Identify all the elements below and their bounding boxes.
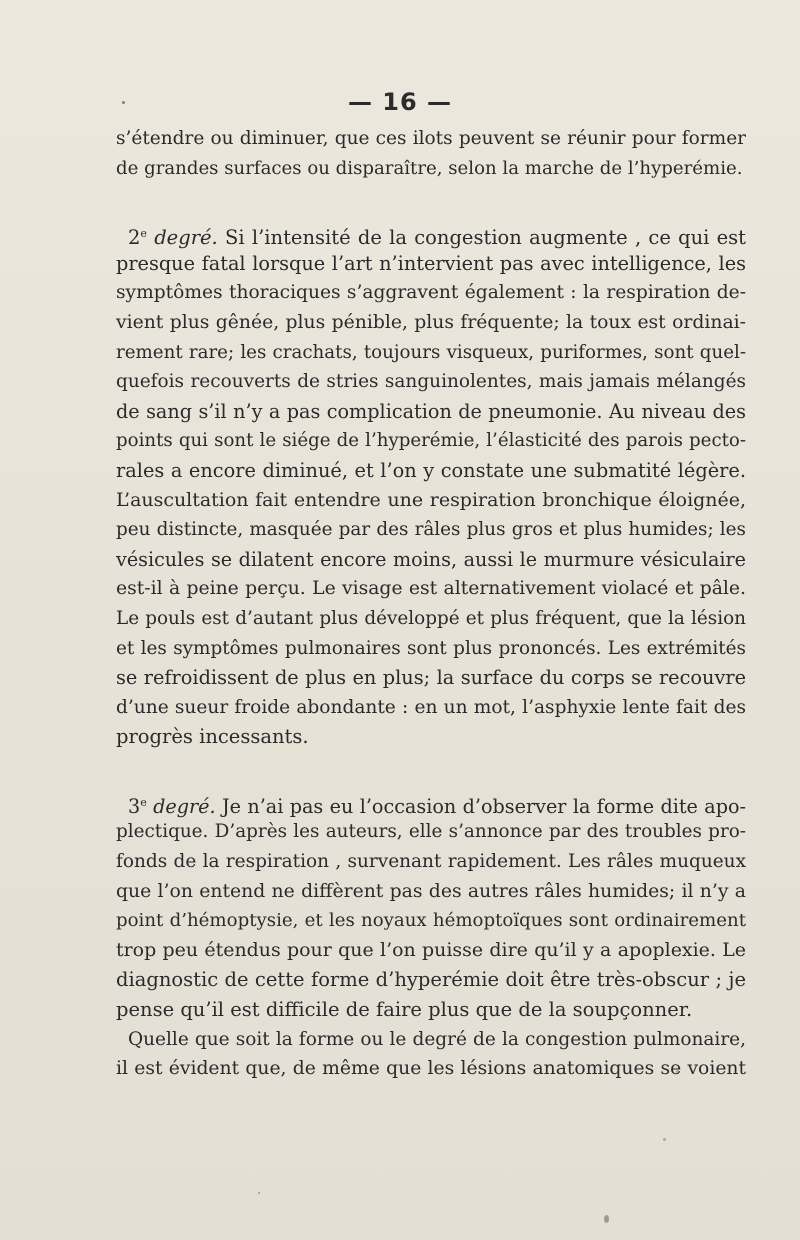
page-number: — 16 — — [347, 88, 453, 116]
degree-ordinal: 2e — [128, 226, 147, 250]
text-line: Je n’ai pas eu l’occasion d’observer la forme dite apo- — [215, 794, 746, 818]
degree-ordinal: 3e — [128, 794, 147, 818]
text-line: que l’on entend ne diffèrent pas des autres râles humides; il n’y a — [116, 880, 746, 902]
text-line: Si l’intensité de la congestion augmente , ce qui est — [217, 226, 747, 250]
text-line: vient plus gênée, plus pénible, plus fréquente; la toux est ordinai- — [116, 311, 746, 333]
text-line: de sang s’il n’y a pas complication de pneumonie. Au niveau des — [116, 399, 746, 423]
degree-heading: degré. — [153, 794, 216, 818]
text-line: progrès incessants. — [116, 725, 309, 749]
text-line: point d’hémoptysie, et les noyaux hémoptoïques sont ordinairement — [116, 910, 746, 932]
scan-speck — [604, 1215, 609, 1223]
text-line: s’étendre ou diminuer, que ces ilots peuvent se réunir pour former — [116, 128, 746, 149]
text-line: symptômes thoraciques s’aggravent également : la respiration de- — [116, 282, 746, 304]
text-line: vésicules se dilatent encore moins, aussi le murmure vésiculaire — [116, 547, 746, 571]
text-line: pense qu’il est difficile de faire plus que de la soupçonner. — [116, 998, 693, 1022]
text-line: presque fatal lorsque l’art n’intervient pas avec intelligence, les — [116, 251, 746, 275]
text-line: L’auscultation fait entendre une respiration bronchique éloignée, — [116, 488, 746, 511]
text-line: Quelle que soit la forme ou le degré de la congestion pulmonaire, — [128, 1028, 746, 1050]
text-line: peu distincte, masquée par des râles plus gros et plus humides; les — [116, 519, 746, 541]
paragraph-continuation — [116, 124, 746, 183]
text-line-first — [116, 1025, 746, 1055]
paragraph-conclusion — [116, 1025, 746, 1084]
text-line: il est évident que, de même que les lésions anatomiques se voient — [116, 1058, 746, 1080]
text-line: d’une sueur froide abondante : en un mot, l’asphyxie lente fait des — [116, 696, 746, 718]
paragraph-second-degree — [116, 219, 746, 752]
scan-speck — [122, 101, 125, 104]
text-line: de grandes surfaces ou disparaître, selon la marche de l’hyperémie. — [116, 157, 743, 179]
text-line: rales a encore diminué, et l’on y constate une submatité légère. — [116, 458, 746, 482]
text-line: fonds de la respiration , survenant rapidement. Les râles muqueux — [116, 851, 746, 873]
degree-heading: degré. — [154, 226, 218, 250]
text-line: est-il à peine perçu. Le visage est alternativement violacé et pâle. — [116, 578, 746, 600]
text-line-first — [116, 788, 746, 818]
scan-speck — [676, 1070, 679, 1073]
text-line: quefois recouverts de stries sanguinolentes, mais jamais mélangés — [116, 371, 746, 393]
text-line: rement rare; les crachats, toujours visqueux, puriformes, sont quel- — [116, 341, 746, 363]
body-text — [116, 124, 746, 1084]
text-line: Le pouls est d’autant plus développé et plus fréquent, que la lésion — [116, 607, 746, 629]
text-line-first — [116, 219, 746, 249]
paragraph-third-degree — [116, 788, 746, 1025]
text-line: points qui sont le siége de l’hyperémie, l’élasticité des parois pecto- — [116, 430, 746, 452]
text-line: et les symptômes pulmonaires sont plus prononcés. Les extrémités — [116, 637, 746, 659]
scan-speck — [258, 1192, 260, 1194]
text-line: se refroidissent de plus en plus; la surface du corps se recouvre — [116, 666, 746, 690]
text-line: trop peu étendus pour que l’on puisse dire qu’il y a apoplexie. Le — [116, 938, 746, 961]
text-line: plectique. D’après les auteurs, elle s’annonce par des troubles pro- — [116, 821, 746, 843]
scan-speck — [663, 1138, 666, 1141]
text-line: diagnostic de cette forme d’hyperémie doit être très-obscur ; je — [116, 968, 746, 992]
